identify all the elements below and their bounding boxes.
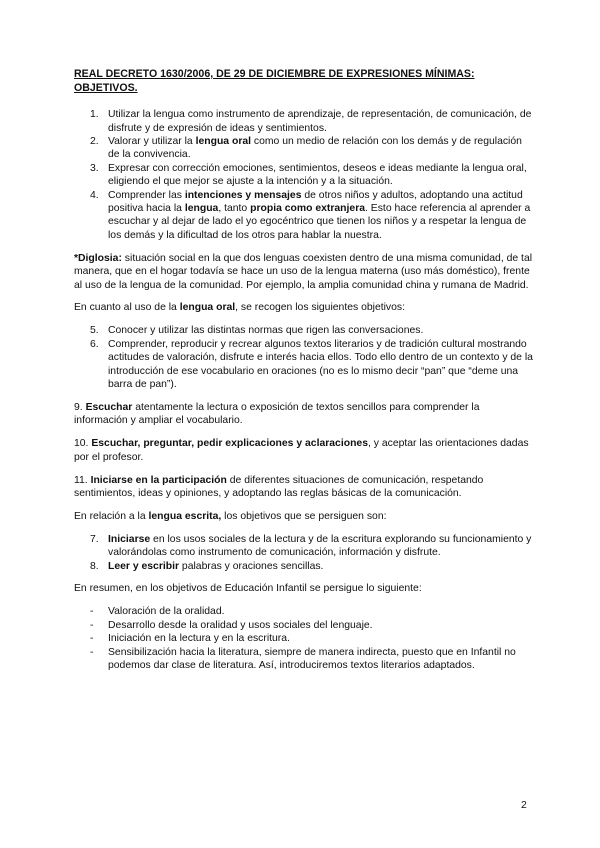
objective-10-paragraph: 10. Escuchar, preguntar, pedir explicaciones y aclaraciones, y aceptar las orientaciones dadas por el profesor. [74, 438, 529, 463]
list-item: 2. Valorar y utilizar la lengua oral como un medio de relación con los demás y de regulación de la convivencia. [90, 136, 522, 161]
list-item: 7. Iniciarse en los usos sociales de la lectura y de la escritura explorando su funcionamiento y valorándolas como instrumento de comunicación, información y disfrute. [90, 533, 532, 559]
list-item: 5. Conocer y utilizar las distintas normas que rigen las conversaciones. [90, 325, 424, 337]
oral-intro-paragraph: En cuanto al uso de la lengua oral, se recogen los siguientes objetivos: [74, 302, 405, 314]
list-item: 1. Utilizar la lengua como instrumento de aprendizaje, de representación, de comunicación, de disfrute y de expresión de ideas y sentimientos. [90, 109, 532, 134]
diglosia-paragraph: *Diglosia: situación social en la que dos lenguas coexisten dentro de una misma comunidad, de tal manera, que en el hogar todavía se hace un uso de la lengua materna (uso más doméstico), frente al uso de la lengua de la comunidad. Por ejemplo, la amplia comunidad china y rumana de Madrid. [74, 252, 533, 291]
written-intro-paragraph: En relación a la lengua escrita, los objetivos que se persiguen son: [74, 510, 387, 522]
objectives-list-oral [74, 324, 536, 391]
list-item: - Valoración de la oralidad. [90, 606, 225, 618]
summary-intro-paragraph: En resumen, en los objetivos de Educación Infantil se persigue lo siguiente: [74, 583, 422, 595]
page-number: 2 [521, 800, 527, 811]
summary-list [74, 605, 536, 672]
list-item: 8. Leer y escribir palabras y oraciones sencillas. [90, 560, 324, 572]
objective-9-paragraph: 9. Escuchar atentamente la lectura o exposición de textos sencillos para comprender la información y ampliar el vocabulario. [74, 401, 480, 427]
objectives-list-general [74, 108, 536, 242]
page-content [74, 68, 536, 682]
section-heading: REAL DECRETO 1630/2006, DE 29 DE DICIEMBRE DE EXPRESIONES MÍNIMAS: OBJETIVOS. [74, 68, 475, 94]
objectives-list-written [74, 533, 536, 573]
list-item: 6. Comprender, reproducir y recrear algunos textos literarios y de tradición cultural mostrando actitudes de valoración, disfrute e interés hacia ellos. Todo ello dentro de un contexto y de la introducción de ese vocabulario en oraciones (no es lo mismo decir “pan” que “deme una barra de pan”). [90, 338, 533, 390]
list-item: - Iniciación en la lectura y en la escritura. [90, 633, 290, 645]
list-item: - Sensibilización hacia la literatura, siempre de manera indirecta, puesto que en Infantil no podemos dar clase de literatura. Así, introduciremos textos literarios adaptados. [90, 646, 516, 671]
list-item: 3. Expresar con corrección emociones, sentimientos, deseos e ideas mediante la lengua oral, eligiendo el que mejor se ajuste a la intención y a la situación. [90, 162, 527, 188]
list-item: 4. Comprender las intenciones y mensajes de otros niños y adultos, adoptando una actitud positiva hacia la lengua, tanto propia como extranjera. Esto hace referencia al aprender a escuchar y al dejar de lado el yo egocéntrico que tienen los niños y a respetar la lengua de los demás y la dificultad de los otros para hablar la nuestra. [90, 189, 531, 241]
objective-11-paragraph: 11. Iniciarse en la participación de diferentes situaciones de comunicación, respetando sentimientos, ideas y opiniones, y adoptando las reglas básicas de la comunicación. [74, 474, 484, 499]
list-item: - Desarrollo desde la oralidad y usos sociales del lenguaje. [90, 619, 373, 631]
